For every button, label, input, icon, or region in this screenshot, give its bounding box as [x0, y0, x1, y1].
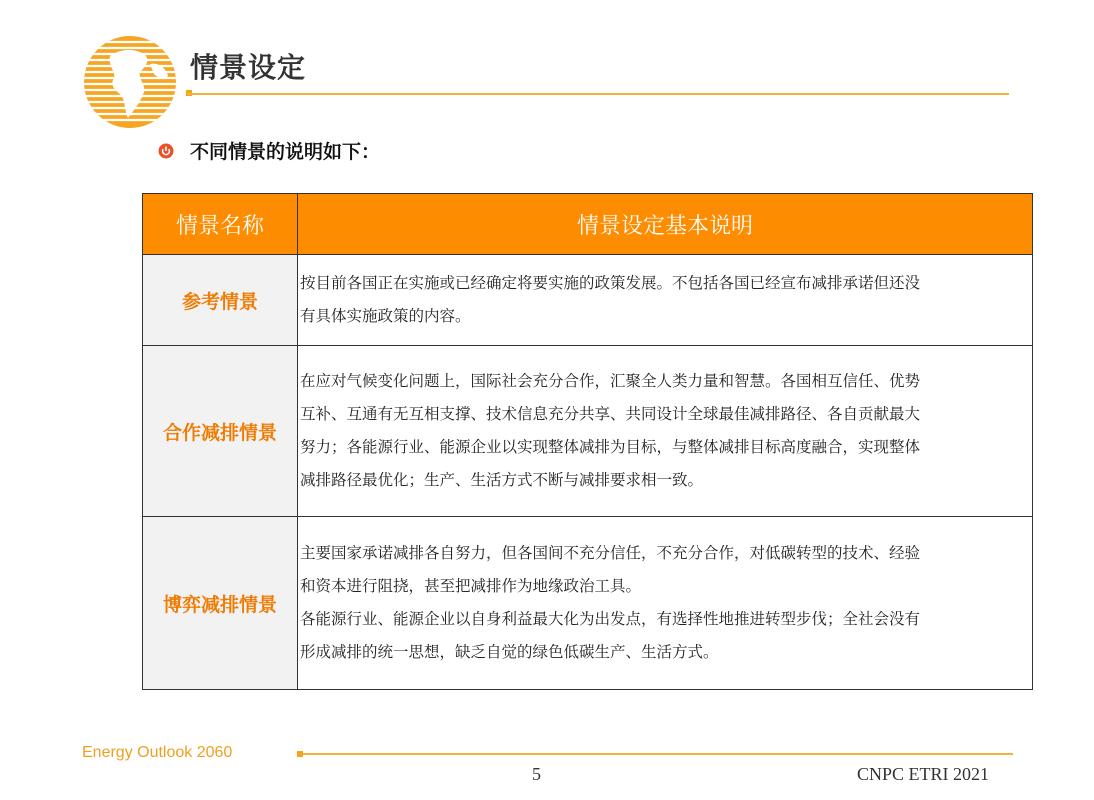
- footer-report-name: Energy Outlook 2060: [82, 744, 233, 761]
- scenario-name: 合作减排情景: [143, 346, 298, 517]
- intro-bullet: [158, 137, 380, 164]
- description-line: 形成减排的统一思想，缺乏自觉的绿色低碳生产、生活方式。: [300, 643, 719, 661]
- scenario-description: [298, 517, 1033, 690]
- page-title: 情景设定: [190, 51, 307, 84]
- table-header-row: [143, 194, 1033, 255]
- table-row: [143, 517, 1033, 690]
- page-number: 5: [532, 764, 541, 784]
- description-line: 在应对气候变化问题上，国际社会充分合作，汇聚全人类力量和智慧。各国相互信任、优势: [300, 372, 921, 390]
- description-line: 互补、互通有无互相支撑、技术信息充分共享、共同设计全球最佳减排路径、各自贡献最大: [300, 405, 921, 423]
- description-line: 和资本进行阻挠，甚至把减排作为地缘政治工具。: [300, 577, 642, 595]
- description-line: 努力；各能源行业、能源企业以实现整体减排为目标，与整体减排目标高度融合，实现整体: [300, 438, 921, 456]
- description-line: 各能源行业、能源企业以自身利益最大化为出发点，有选择性地推进转型步伐；全社会没有: [300, 610, 921, 628]
- description-line: 按目前各国正在实施或已经确定将要实施的政策发展。不包括各国已经宣布减排承诺但还没: [300, 274, 921, 292]
- footer-divider: [303, 753, 1013, 755]
- description-line: 减排路径最优化；生产、生活方式不断与减排要求相一致。: [300, 471, 704, 489]
- description-line: 有具体实施政策的内容。: [300, 307, 471, 325]
- scenario-table: [142, 193, 1033, 690]
- footer-organization: CNPC ETRI 2021: [857, 764, 990, 784]
- globe-logo-icon: [80, 34, 180, 130]
- table-row: [143, 346, 1033, 517]
- header-scenario-name: 情景名称: [143, 194, 298, 255]
- scenario-name: 博弈减排情景: [143, 517, 298, 690]
- description-line: 主要国家承诺减排各自努力，但各国间不充分信任，不充分合作，对低碳转型的技术、经验: [300, 544, 921, 562]
- scenario-name: 参考情景: [143, 255, 298, 346]
- intro-text: 不同情景的说明如下：: [190, 141, 381, 163]
- table-row: [143, 255, 1033, 346]
- scenario-description: [298, 255, 1033, 346]
- header-scenario-description: 情景设定基本说明: [298, 194, 1033, 255]
- power-bullet-icon: [158, 143, 174, 159]
- scenario-description: [298, 346, 1033, 517]
- title-divider: [187, 93, 1009, 95]
